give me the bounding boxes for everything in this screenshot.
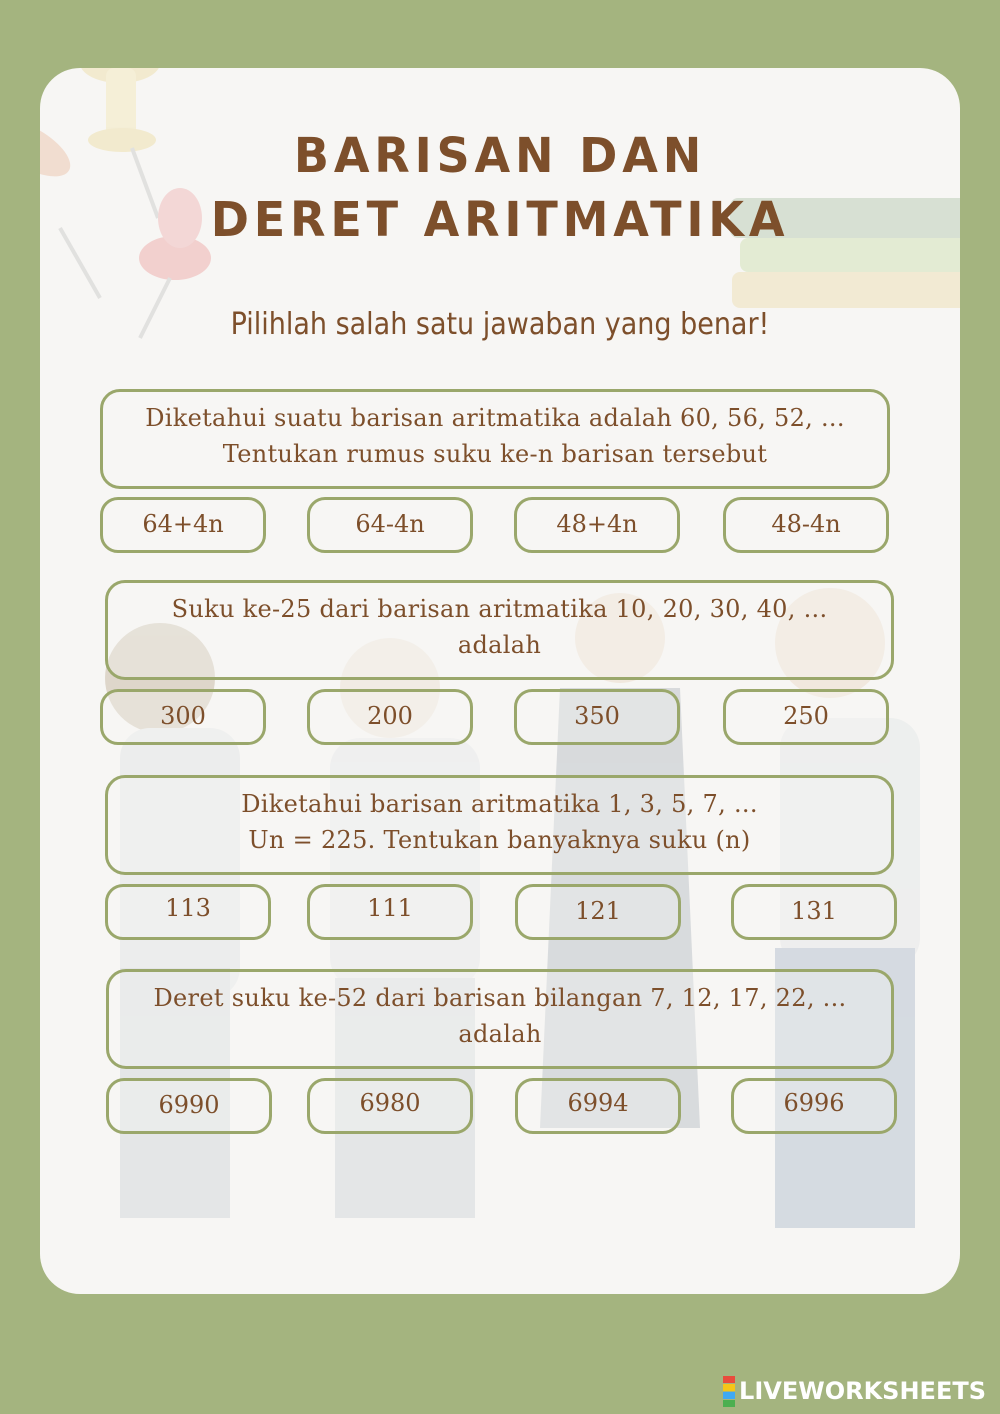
question-1-option-b[interactable]: 64-4n: [307, 497, 473, 553]
question-3-option-c[interactable]: 121: [515, 884, 681, 940]
question-4-option-a[interactable]: 6990: [106, 1078, 272, 1134]
question-3-text-line2: Un = 225. Tentukan banyaknya suku (n): [248, 826, 751, 854]
question-4-text-line2: adalah: [458, 1020, 542, 1048]
question-2-box: [105, 580, 894, 680]
question-1-option-a[interactable]: 64+4n: [100, 497, 266, 553]
question-4-option-b[interactable]: 6980: [307, 1078, 473, 1134]
question-1-option-d[interactable]: 48-4n: [723, 497, 889, 553]
question-2-text-line2: adalah: [457, 631, 542, 659]
question-2-option-a[interactable]: 300: [100, 689, 266, 745]
question-3-option-a[interactable]: 113: [105, 884, 271, 940]
question-1-option-c[interactable]: 48+4n: [514, 497, 680, 553]
question-3-option-d[interactable]: 131: [731, 884, 897, 940]
question-2-option-c[interactable]: 350: [514, 689, 680, 745]
question-4-text-line1: Deret suku ke-52 dari barisan bilangan 7, 12, 17, 22, ...: [153, 984, 847, 1012]
question-3-option-b[interactable]: 111: [307, 884, 473, 940]
question-1-text-line1: Diketahui suatu barisan aritmatika adalah 60, 56, 52, ...: [145, 404, 845, 432]
question-2-text-line1: Suku ke-25 dari barisan aritmatika 10, 20, 30, 40, ...: [171, 595, 828, 623]
instruction-text: Pilihlah salah satu jawaban yang benar!: [230, 307, 770, 342]
question-4-box: [106, 969, 894, 1069]
question-4-option-d[interactable]: 6996: [731, 1078, 897, 1134]
question-2-option-b[interactable]: 200: [307, 689, 473, 745]
brand-text: LIVEWORKSHEETS: [739, 1377, 986, 1405]
question-1-box: [100, 389, 890, 489]
page-title-line1: BARISAN DAN: [293, 128, 707, 184]
question-3-text-line1: Diketahui barisan aritmatika 1, 3, 5, 7, ...: [241, 790, 758, 818]
liveworksheets-logo-icon: [723, 1376, 735, 1407]
question-2-option-d[interactable]: 250: [723, 689, 889, 745]
question-3-box: [105, 775, 894, 875]
question-4-option-c[interactable]: 6994: [515, 1078, 681, 1134]
question-1-text-line2: Tentukan rumus suku ke-n barisan tersebut: [222, 440, 768, 468]
liveworksheets-brand[interactable]: [723, 1376, 986, 1406]
page-title-line2: DERET ARITMATIKA: [210, 192, 790, 248]
